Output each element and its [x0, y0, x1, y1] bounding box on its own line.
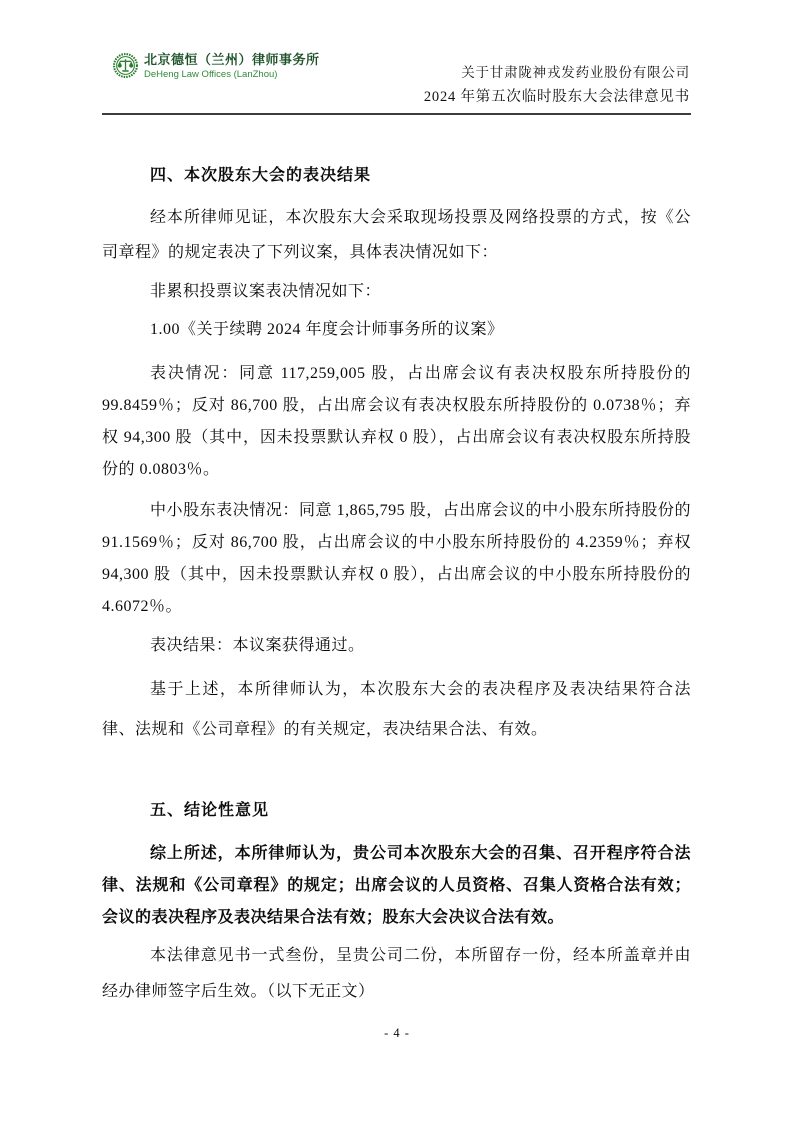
lawyer-opinion-paragraph: 基于上述，本所律师认为，本次股东大会的表决程序及表决结果符合法律、法规和《公司章程》的有关规定，表决结果合法、有效。: [102, 681, 691, 738]
conclusion-summary-paragraph: 综上所述，本所律师认为，贵公司本次股东大会的召集、召开程序符合法律、法规和《公司章程》的规定；出席会议的人员资格、召集人资格合法有效；会议的表决程序及表决结果合法有效；股东大会决议合法有效。: [102, 845, 691, 926]
firm-name-chinese: 北京德恒（兰州）律师事务所: [144, 52, 320, 67]
firm-name-english: DeHeng Law Offices (LanZhou): [144, 69, 278, 80]
document-reference-header: [424, 64, 690, 107]
doc-ref-company-line: 关于甘肃陇神戎发药业股份有限公司: [461, 65, 690, 80]
deheng-law-firm-logo-icon: [113, 52, 138, 78]
vote-outcome-line: 表决结果：本议案获得通过。: [150, 637, 365, 654]
non-cumulative-voting-line: 非累积投票议案表决情况如下：: [150, 283, 382, 300]
section4-intro-paragraph: 经本所律师见证，本次股东大会采取现场投票及网络投票的方式，按《公司章程》的规定表决了下列议案，具体表决情况如下：: [102, 209, 691, 261]
firm-logo-block: [113, 52, 320, 81]
page-number: - 4 -: [384, 1026, 410, 1040]
section4-heading: 四、本次股东大会的表决结果: [150, 167, 372, 184]
minority-shareholder-vote-paragraph: 中小股东表决情况：同意 1,865,795 股，占出席会议的中小股东所持股份的 91.1569％；反对 86,700 股，占出席会议的中小股东所持股份的 4.2359％；弃权 94,300 股（其中，因未投票默认弃权 0 股），占出席会议的中小股东所持股份的 4.6072％。: [102, 502, 691, 615]
doc-ref-title-line: 2024 年第五次临时股东大会法律意见书: [423, 89, 690, 105]
proposal-title-line: 1.00《关于续聘 2024 年度会计师事务所的议案》: [150, 321, 504, 338]
header-divider-rule: [102, 113, 691, 115]
copies-statement-paragraph: 本法律意见书一式叁份，呈贵公司二份，本所留存一份，经本所盖章并由经办律师签字后生效。（以下无正文）: [102, 947, 691, 1000]
section5-heading: 五、结论性意见: [150, 802, 270, 819]
vote-result-paragraph: 表决情况：同意 117,259,005 股，占出席会议有表决权股东所持股份的 99.8459％；反对 86,700 股，占出席会议有表决权股东所持股份的 0.0738％；弃权 94,300 股（其中，因未投票默认弃权 0 股），占出席会议有表决权股东所持股份的 0.0803％。: [102, 365, 691, 478]
